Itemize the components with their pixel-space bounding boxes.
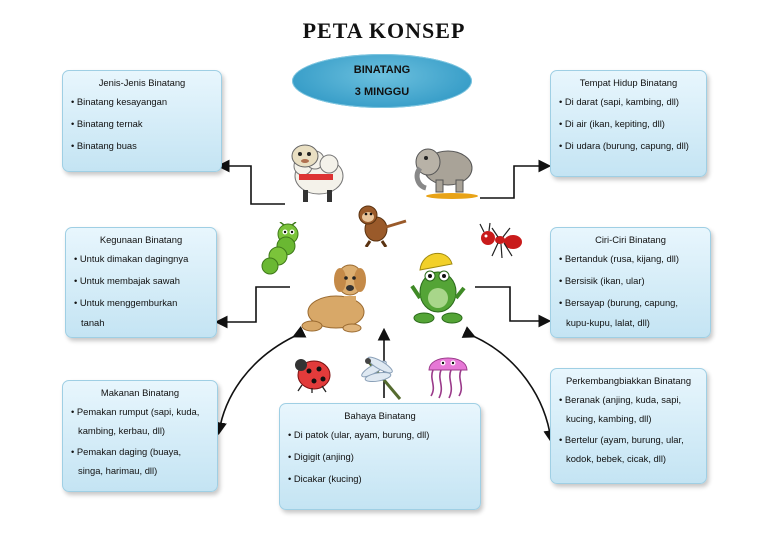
box-title: Ciri-Ciri Binatang [595, 234, 666, 245]
connector-kegunaan [218, 287, 290, 322]
list-item-continuation: kodok, bebek, cicak, dll) [566, 453, 667, 464]
caterpillar-icon [258, 222, 304, 276]
box-title: Perkembangbiakkan Binatang [565, 375, 692, 386]
box-makanan-binatang [62, 380, 218, 492]
connector-ciri [475, 287, 548, 321]
connector-tempat [480, 166, 548, 198]
dog-icon [300, 258, 380, 334]
monkey-icon [350, 203, 410, 247]
box-title: Bahaya Binatang [344, 410, 416, 421]
ant-icon [478, 222, 524, 260]
list-item: • Binatang ternak [71, 118, 213, 130]
elephant-icon [412, 140, 478, 202]
central-topic-duration: 3 MINGGU [354, 86, 410, 98]
box-perkembangbiakkan [550, 368, 707, 484]
list-item: • Dicakar (kucing) [288, 473, 472, 485]
list-item: • Untuk membajak sawah [74, 275, 208, 287]
list-item: • Bertanduk (rusa, kijang, dll) [559, 253, 702, 265]
list-item: • Untuk menggemburkan [74, 297, 208, 309]
list-item-continuation: tanah [81, 317, 105, 328]
jellyfish-icon [425, 348, 471, 400]
list-item: • Untuk dimakan dagingnya [74, 253, 208, 265]
list-item: • Digigit (anjing) [288, 451, 472, 463]
list-item: • Bersisik (ikan, ular) [559, 275, 702, 287]
list-item: • Di patok (ular, ayam, burung, dll) [288, 429, 472, 441]
list-item: • Binatang kesayangan [71, 96, 213, 108]
box-title: Kegunaan Binatang [99, 234, 183, 245]
box-jenis-binatang [62, 70, 222, 172]
list-item: • Bertelur (ayam, burung, ular, [559, 434, 698, 446]
list-item: • Di udara (burung, capung, dll) [559, 140, 698, 152]
connector-jenis [220, 166, 285, 204]
list-item-continuation: kupu-kupu, lalat, dll) [566, 317, 650, 328]
box-title: Jenis-Jenis Binatang [98, 77, 186, 88]
connector-perkembang [473, 336, 551, 440]
list-item: • Beranak (anjing, kuda, sapi, [559, 394, 698, 406]
central-topic-label: BINATANG [353, 64, 411, 76]
box-ciri-binatang [550, 227, 711, 338]
list-item-continuation: kucing, kambing, dll) [566, 413, 652, 424]
box-title: Tempat Hidup Binatang [579, 77, 678, 88]
dragonfly-icon [358, 355, 408, 403]
box-tempat-hidup [550, 70, 707, 177]
list-item: • Pemakan rumput (sapi, kuda, [71, 406, 209, 418]
frog-icon [410, 248, 466, 328]
box-kegunaan-binatang [65, 227, 217, 338]
page-title: PETA KONSEP [302, 18, 466, 43]
list-item: • Bersayap (burung, capung, [559, 297, 702, 309]
box-bahaya-binatang [279, 403, 481, 510]
list-item: • Pemakan daging (buaya, [71, 446, 209, 458]
sheep-icon [285, 138, 347, 206]
ladybug-icon [292, 353, 334, 393]
box-title: Makanan Binatang [100, 387, 180, 398]
list-item: • Binatang buas [71, 140, 213, 152]
list-item-continuation: kambing, kerbau, dll) [78, 425, 166, 436]
list-item-continuation: singa, harimau, dll) [78, 465, 158, 476]
list-item: • Di darat (sapi, kambing, dll) [559, 96, 698, 108]
list-item: • Di air (ikan, kepiting, dll) [559, 118, 698, 130]
